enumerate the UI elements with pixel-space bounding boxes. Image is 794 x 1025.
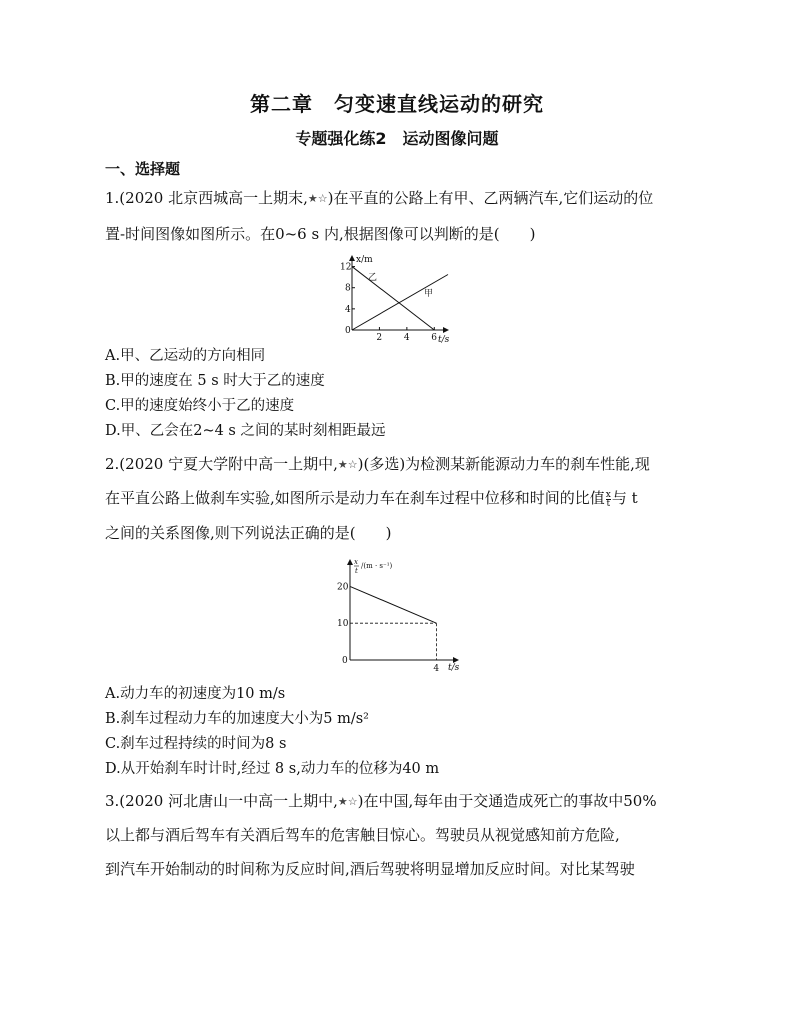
q2-line-3: 之间的关系图像,则下列说法正确的是( )	[105, 524, 392, 542]
q3-text: )在中国,每年由于交通造成死亡的事故中50%	[357, 792, 657, 810]
difficulty-star-icon: ★☆	[337, 795, 358, 808]
q2-line-1	[105, 454, 650, 475]
q2-series-line-0	[350, 586, 436, 623]
q1-source: 1.(2020 北京西城高一上期末,	[105, 189, 308, 207]
q2-line-2-text: 在平直公路上做刹车实验,如图所示是动力车在刹车过程中位移和时间的比值	[105, 489, 605, 507]
q1-y-tick-label: 8	[345, 283, 351, 294]
q1-x-tick-label: 4	[403, 333, 410, 343]
q1-series-line-0	[352, 267, 434, 330]
q1-series-line-1	[352, 275, 448, 331]
q2-x-tick-label: 4	[433, 664, 440, 672]
q2-source: 2.(2020 宁夏大学附中高一上期中,	[105, 455, 338, 473]
q1-x-tick-label: 6	[431, 333, 438, 343]
q2-y-label-den: t	[355, 567, 358, 575]
q2-y-tick-label: 20	[337, 582, 349, 593]
q2-option-b[interactable]: B.刹车过程动力车的加速度大小为5 m/s²	[105, 711, 369, 727]
q1-series-label-jia: 甲	[424, 289, 434, 299]
q1-x-tick-label: 2	[376, 333, 383, 343]
q3-source: 3.(2020 河北唐山一中高一上期中,	[105, 792, 338, 810]
q2-y-tick-label: 10	[337, 619, 349, 630]
q1-y-label: x/m	[356, 255, 373, 265]
q2-option-d[interactable]: D.从开始刹车时计时,经过 8 s,动力车的位移为40 m	[105, 761, 440, 777]
q1-option-c[interactable]: C.甲的速度始终小于乙的速度	[105, 398, 295, 414]
q1-x-label: t/s	[438, 335, 450, 344]
difficulty-star-icon: ★☆	[337, 458, 358, 471]
q1-series-label-yi: 乙	[368, 273, 378, 283]
q3-line-3: 到汽车开始制动的时间称为反应时间,酒后驾驶将明显增加反应时间。对比某驾驶	[105, 860, 635, 878]
fraction-denominator: t	[606, 498, 611, 509]
q2-y-label-unit: /(m · s⁻¹)	[361, 562, 393, 570]
q2-option-a[interactable]: A.动力车的初速度为10 m/s	[105, 686, 286, 702]
section-heading: 一、选择题	[105, 160, 181, 178]
q2-text: )(多选)为检测某新能源动力车的刹车性能,现	[357, 455, 650, 473]
fraction-numerator: x	[605, 489, 611, 500]
q2-y-tick-label: 0	[342, 656, 348, 666]
q1-position-time-graph	[330, 252, 460, 344]
q2-y-label-num: x	[354, 558, 358, 566]
q2-line-2-end: 与 t	[611, 489, 638, 507]
fraction-x-over-t	[606, 491, 611, 508]
section-subtitle: 专题强化练2 运动图像问题	[295, 129, 499, 148]
q2-x-label: t/s	[448, 663, 460, 672]
q2-option-c[interactable]: C.刹车过程持续的时间为8 s	[105, 736, 287, 752]
q1-line-2: 置-时间图像如图所示。在0~6 s 内,根据图像可以判断的是( )	[105, 225, 536, 243]
q3-line-1	[105, 791, 657, 812]
q2-ratio-time-graph	[322, 554, 472, 672]
q1-option-b[interactable]: B.甲的速度在 5 s 时大于乙的速度	[105, 373, 325, 389]
q1-y-tick-label: 4	[345, 304, 351, 315]
q3-line-2: 以上都与酒后驾车有关酒后驾车的危害触目惊心。驾驶员从视觉感知前方危险,	[105, 826, 620, 844]
q1-option-a[interactable]: A.甲、乙运动的方向相同	[105, 348, 266, 364]
q1-line-1	[105, 188, 653, 209]
q2-line-2	[105, 488, 638, 508]
q1-y-tick-label: 12	[340, 262, 352, 273]
chapter-title: 第二章 匀变速直线运动的研究	[250, 92, 544, 116]
q1-text: )在平直的公路上有甲、乙两辆汽车,它们运动的位	[327, 189, 654, 207]
difficulty-star-icon: ★☆	[307, 192, 328, 205]
q1-y-tick-label: 0	[345, 326, 351, 336]
q1-option-d[interactable]: D.甲、乙会在2~4 s 之间的某时刻相距最远	[105, 423, 386, 439]
